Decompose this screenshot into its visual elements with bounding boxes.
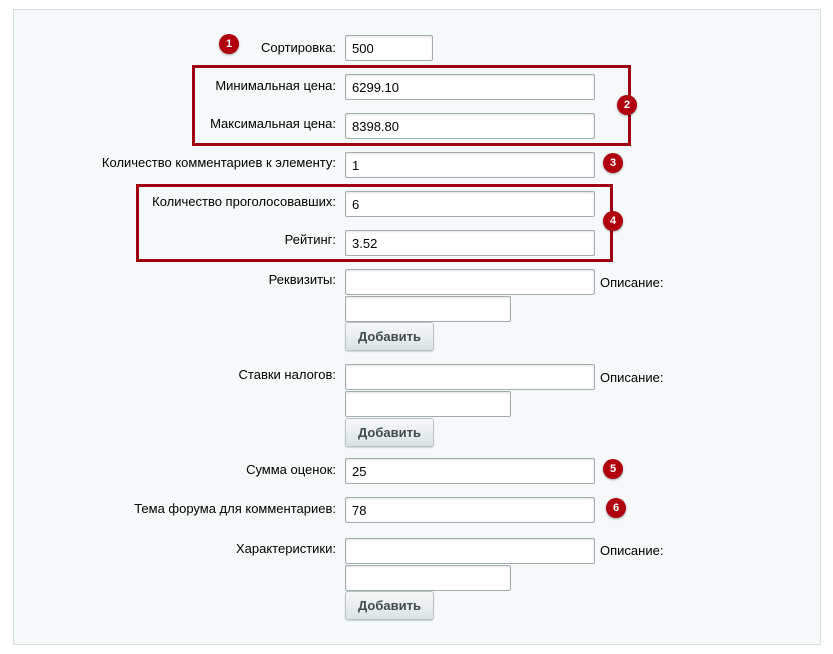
requisites-input[interactable] [345,269,595,295]
sort-input[interactable]: 500 [345,35,433,61]
characteristics-desc-label: Описание: [600,543,664,558]
requisites-desc-input[interactable] [345,296,511,322]
forum-topic-input[interactable]: 78 [345,497,595,523]
characteristics-desc-input[interactable] [345,565,511,591]
tax-rates-desc-input[interactable] [345,391,511,417]
badge-5: 5 [603,459,623,479]
tax-rates-label: Ставки налогов: [238,367,336,382]
max-price-input[interactable]: 8398.80 [345,113,595,139]
badge-1: 1 [219,34,239,54]
characteristics-label: Характеристики: [235,541,336,556]
forum-topic-label: Тема форума для комментариев: [134,501,336,516]
comments-count-label: Количество комментариев к элементу: [101,155,336,170]
tax-rates-add-button[interactable]: Добавить [345,418,434,447]
rating-input[interactable]: 3.52 [345,230,595,256]
badge-6: 6 [606,498,626,518]
requisites-add-button[interactable]: Добавить [345,322,434,351]
characteristics-add-button[interactable]: Добавить [345,591,434,620]
votes-count-input[interactable]: 6 [345,191,595,217]
badge-4: 4 [603,211,623,231]
rating-label: Рейтинг: [284,232,336,247]
rating-sum-input[interactable]: 25 [345,458,595,484]
sort-label: Сортировка: [261,40,336,55]
tax-rates-input[interactable] [345,364,595,390]
rating-sum-label: Сумма оценок: [246,462,336,477]
characteristics-input[interactable] [345,538,595,564]
max-price-label: Максимальная цена: [210,116,336,131]
min-price-label: Минимальная цена: [215,78,336,93]
requisites-label: Реквизиты: [268,272,336,287]
badge-3: 3 [603,153,623,173]
badge-2: 2 [617,95,637,115]
votes-count-label: Количество проголосовавших: [152,194,336,209]
comments-count-input[interactable]: 1 [345,152,595,178]
min-price-input[interactable]: 6299.10 [345,74,595,100]
votes-highlight-box [136,184,613,262]
requisites-desc-label: Описание: [600,275,664,290]
tax-rates-desc-label: Описание: [600,370,664,385]
price-highlight-box [192,65,631,146]
